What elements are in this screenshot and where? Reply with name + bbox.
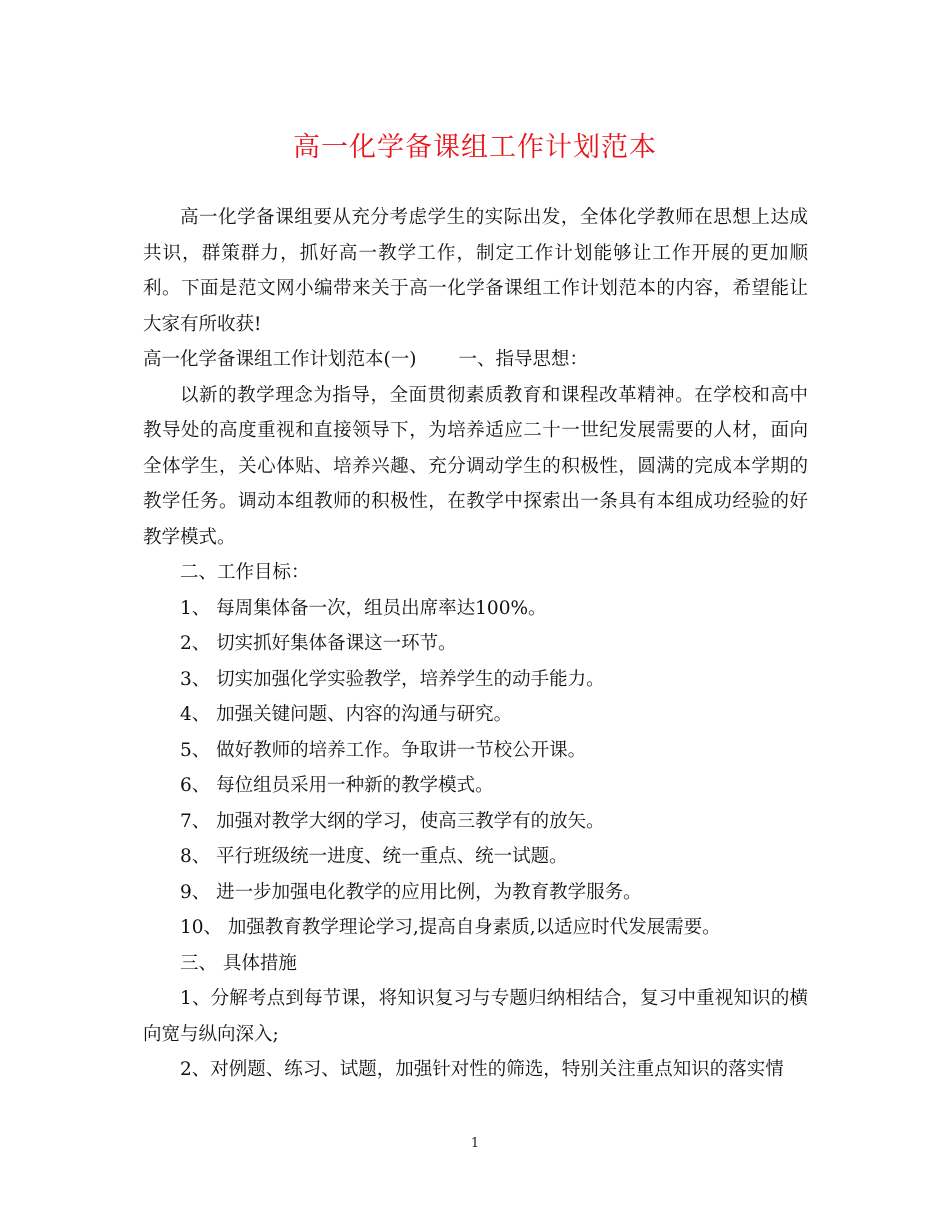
goal-item: 5、 做好教师的培养工作。争取讲一节校公开课。 (180, 739, 587, 761)
measure-item: 2、对例题、练习、试题，加强针对性的筛选，特别关注重点知识的落实情 (180, 1059, 784, 1080)
goal-item: 7、 加强对教学大纲的学习，使高三教学有的放矢。 (180, 810, 605, 832)
goal-item: 3、 切实加强化学实验教学，培养学生的动手能力。 (180, 668, 605, 690)
goals-heading: 二、工作目标： (180, 562, 310, 583)
document-body (143, 200, 808, 1088)
goal-item: 10、 加强教育教学理论学习,提高自身素质,以适应时代发展需要。 (180, 917, 721, 938)
goal-item: 4、 加强关键问题、内容的沟通与研究。 (180, 704, 513, 725)
intro-paragraph: 高一化学备课组要从充分考虑学生的实际出发，全体化学教师在思想上达成共识，群策群力，抓好高一教学工作，制定工作计划能够让工作开展的更加顺利。下面是范文网小编带来关于高一化学备课组工作计划范本的内容，希望能让大家有所收获! (143, 207, 808, 335)
document-title: 高一化学备课组工作计划范本 (293, 132, 657, 163)
measure-item: 1、分解考点到每节课，将知识复习与专题归纳相结合，复习中重视知识的横向宽与纵向深入; (143, 988, 808, 1045)
section-heading-title: 高一化学备课组工作计划范本(一) (143, 349, 417, 370)
measures-heading: 三、 具体措施 (180, 952, 297, 974)
goal-item: 1、 每周集体备一次，组员出席率达100%。 (180, 597, 547, 619)
section-heading-subtitle: 一、指导思想： (458, 349, 588, 370)
guiding-paragraph: 以新的教学理念为指导，全面贯彻素质教育和课程改革精神。在学校和高中教导处的高度重视和直接领导下，为培养适应二十一世纪发展需要的人材，面向全体学生，关心体贴、培养兴趣、充分调动学生的积极性，圆满的完成本学期的教学任务。调动本组教师的积极性，在教学中探索出一条具有本组成功经验的好教学模式。 (143, 384, 808, 548)
goal-item: 2、 切实抓好集体备课这一环节。 (180, 633, 457, 654)
goal-item: 9、 进一步加强电化教学的应用比例，为教育教学服务。 (180, 881, 642, 903)
goal-item: 6、 每位组员采用一种新的教学模式。 (180, 775, 494, 796)
goal-item: 8、 平行班级统一进度、统一重点、统一试题。 (180, 846, 568, 867)
page-number: 1 (470, 1136, 480, 1151)
section-heading (143, 342, 808, 378)
